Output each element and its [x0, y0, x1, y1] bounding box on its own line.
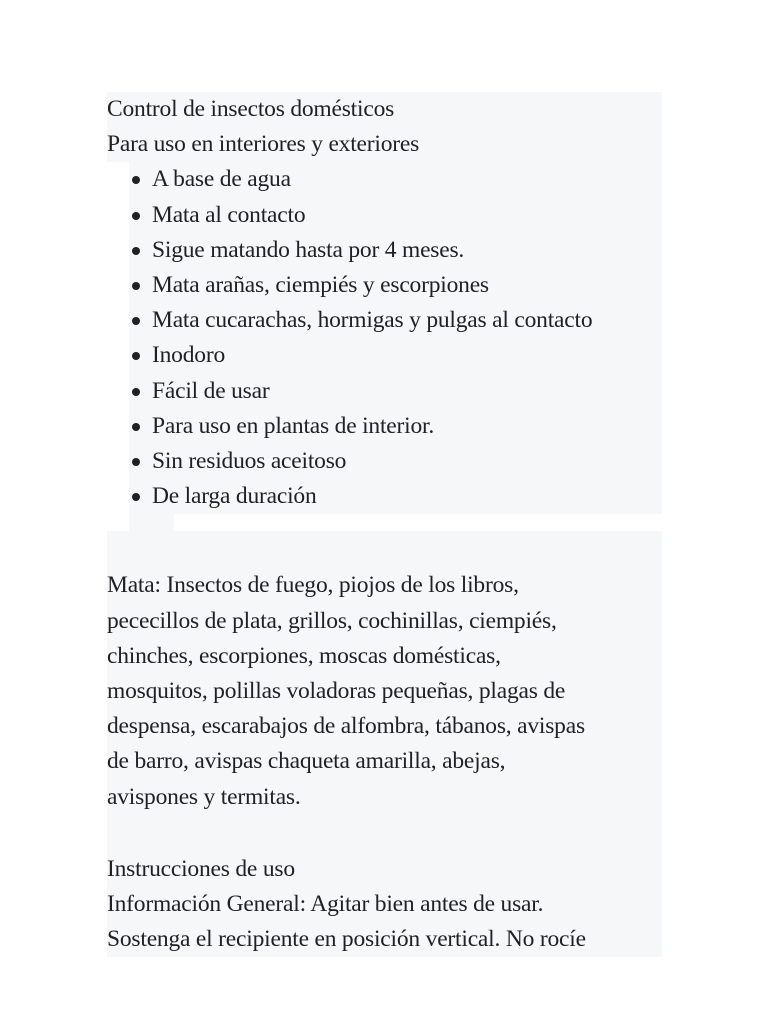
instructions-heading: Instrucciones de uso	[107, 855, 295, 882]
bullet-icon	[132, 212, 140, 220]
document-subtitle: Para uso en interiores y exteriores	[107, 127, 662, 162]
list-item: Mata cucarachas, hormigas y pulgas al contacto	[129, 303, 658, 338]
bullet-icon	[132, 458, 140, 466]
bullet-icon	[132, 423, 140, 431]
kills-line: Mata: Insectos de fuego, piojos de los libros,	[107, 572, 519, 599]
kills-line: pececillos de plata, grillos, cochinillas, ciempiés,	[107, 607, 557, 634]
list-item: De larga duración	[129, 479, 658, 514]
list-item: Sin residuos aceitoso	[129, 444, 658, 479]
instructions-section	[107, 852, 662, 958]
list-item: A base de agua	[129, 162, 658, 197]
bullet-icon	[132, 388, 140, 396]
document-body	[107, 92, 662, 957]
bullet-icon	[132, 317, 140, 325]
list-item: Fácil de usar	[129, 374, 658, 409]
list-item: Mata arañas, ciempiés y escorpiones	[129, 268, 658, 303]
list-item: Inodoro	[129, 338, 658, 373]
kills-line: mosquitos, polillas voladoras pequeñas, plagas de	[107, 678, 566, 705]
bullet-icon	[132, 493, 140, 501]
list-item: Para uso en plantas de interior.	[129, 409, 658, 444]
kills-line: de barro, avispas chaqueta amarilla, abejas,	[107, 748, 506, 775]
paragraph-gap	[107, 815, 662, 852]
list-end-spacer	[129, 514, 174, 531]
kills-paragraph	[107, 568, 662, 814]
kills-line: avispones y termitas.	[107, 783, 301, 810]
document-title: Control de insectos domésticos	[107, 92, 662, 127]
kills-line: chinches, escorpiones, moscas domésticas,	[107, 642, 501, 669]
kills-line: despensa, escarabajos de alfombra, tábanos, avispas	[107, 713, 585, 740]
list-item: Sigue matando hasta por 4 meses.	[129, 233, 658, 268]
bullet-icon	[132, 352, 140, 360]
bullet-icon	[132, 176, 140, 184]
list-item: Mata al contacto	[129, 198, 658, 233]
paragraph-gap	[107, 531, 662, 568]
features-list-container	[129, 162, 662, 514]
instructions-line: Información General: Agitar bien antes de usar.	[107, 891, 544, 918]
instructions-line: Sostenga el recipiente en posición vertical. No rocíe	[107, 926, 586, 953]
bullet-icon	[132, 247, 140, 255]
bullet-icon	[132, 282, 140, 290]
features-list	[129, 162, 658, 514]
